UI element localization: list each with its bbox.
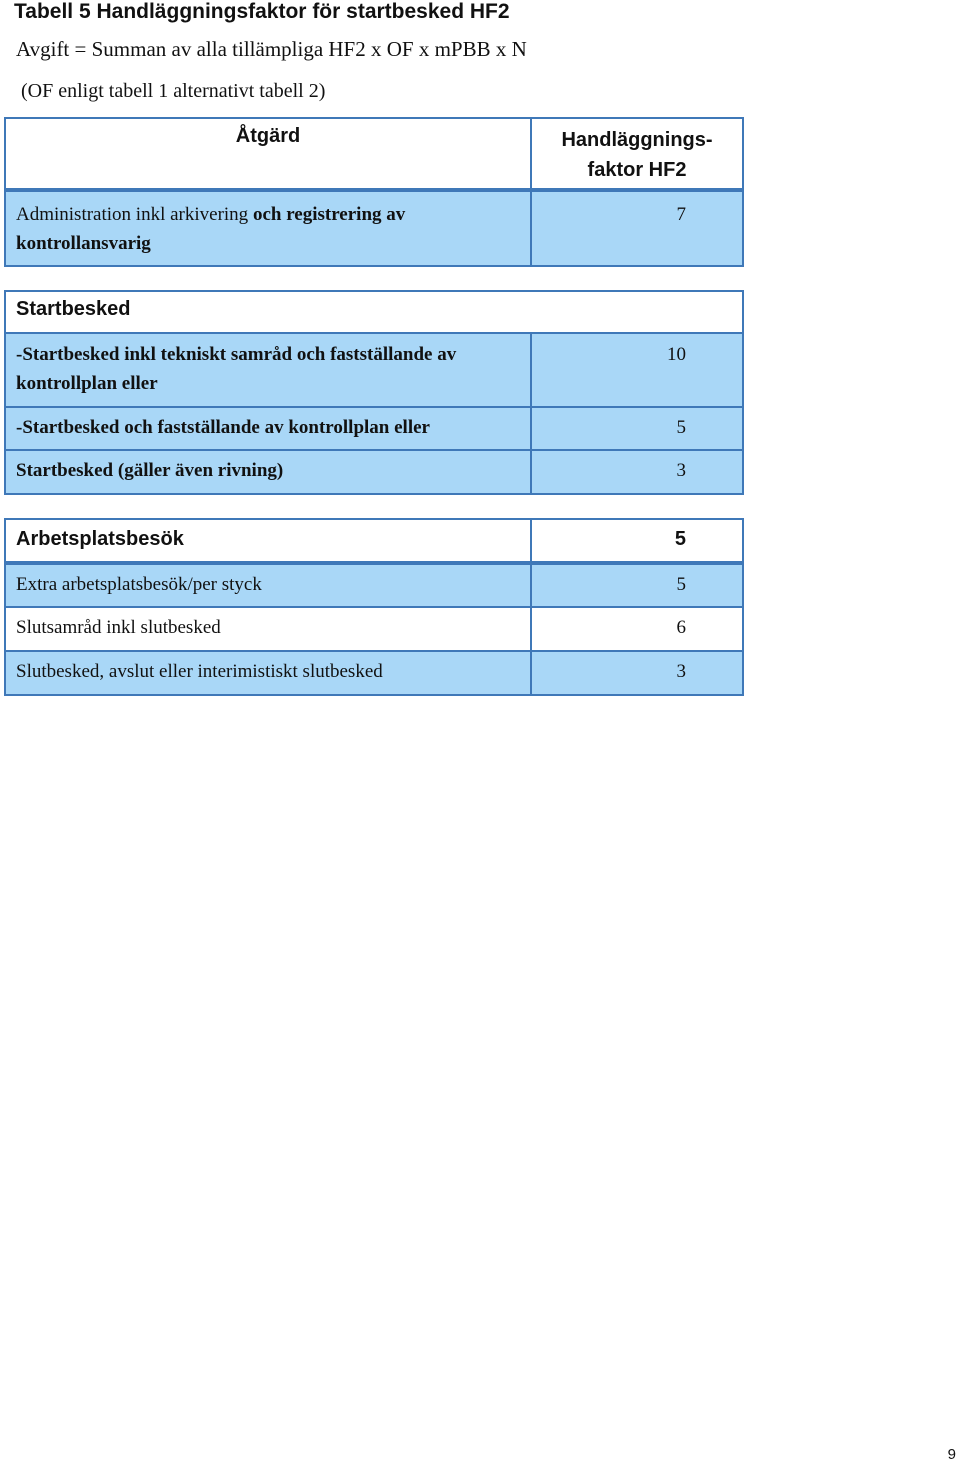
- row-label: Startbesked (gäller även rivning): [4, 451, 532, 495]
- section-title: Startbesked: [4, 290, 744, 334]
- table-row: [4, 334, 744, 408]
- row-value: 6: [532, 608, 744, 652]
- table-header-row: [4, 518, 744, 565]
- row-label: -Startbesked och fastställande av kontrollplan eller: [4, 408, 532, 451]
- table-administration: [4, 117, 744, 267]
- header-factor-line2: faktor HF2: [587, 159, 687, 181]
- row-label: [4, 192, 532, 267]
- row-label: Slutsamråd inkl slutbesked: [4, 608, 532, 652]
- row-value: 7: [532, 192, 744, 267]
- row-label-bold: och registrering av kontrollansvarig: [16, 204, 406, 254]
- table-startbesked: [4, 290, 744, 495]
- table-title: Tabell 5 Handläggningsfaktor för startbesked HF2: [14, 0, 510, 23]
- row-value: 3: [532, 451, 744, 495]
- of-note: (OF enligt tabell 1 alternativt tabell 2): [21, 80, 326, 102]
- fee-formula: Avgift = Summan av alla tillämpliga HF2 x OF x mPBB x N: [16, 37, 527, 61]
- table-header-row: [4, 117, 744, 192]
- header-factor-line1: Handläggnings-: [561, 129, 713, 151]
- row-label: -Startbesked inkl tekniskt samråd och fastställande av kontrollplan eller: [4, 334, 532, 408]
- page-number: 9: [947, 1446, 956, 1463]
- header-action: Arbetsplatsbesök: [4, 518, 532, 565]
- table-row: [4, 192, 744, 267]
- table-row: [4, 408, 744, 451]
- table-row: [4, 652, 744, 696]
- header-value: 5: [532, 518, 744, 565]
- row-value: 5: [532, 408, 744, 451]
- table-row: [4, 565, 744, 608]
- header-action: Åtgärd: [4, 117, 532, 192]
- section-row: [4, 290, 744, 334]
- row-value: 3: [532, 652, 744, 696]
- row-label: Extra arbetsplatsbesök/per styck: [4, 565, 532, 608]
- row-value: 10: [532, 334, 744, 408]
- row-value: 5: [532, 565, 744, 608]
- table-arbetsplatsbesok: [4, 518, 744, 696]
- row-label: Slutbesked, avslut eller interimistiskt slutbesked: [4, 652, 532, 696]
- row-label-plain: Administration inkl arkivering: [16, 204, 249, 225]
- table-row: [4, 451, 744, 495]
- header-factor: [532, 117, 744, 192]
- table-row: [4, 608, 744, 652]
